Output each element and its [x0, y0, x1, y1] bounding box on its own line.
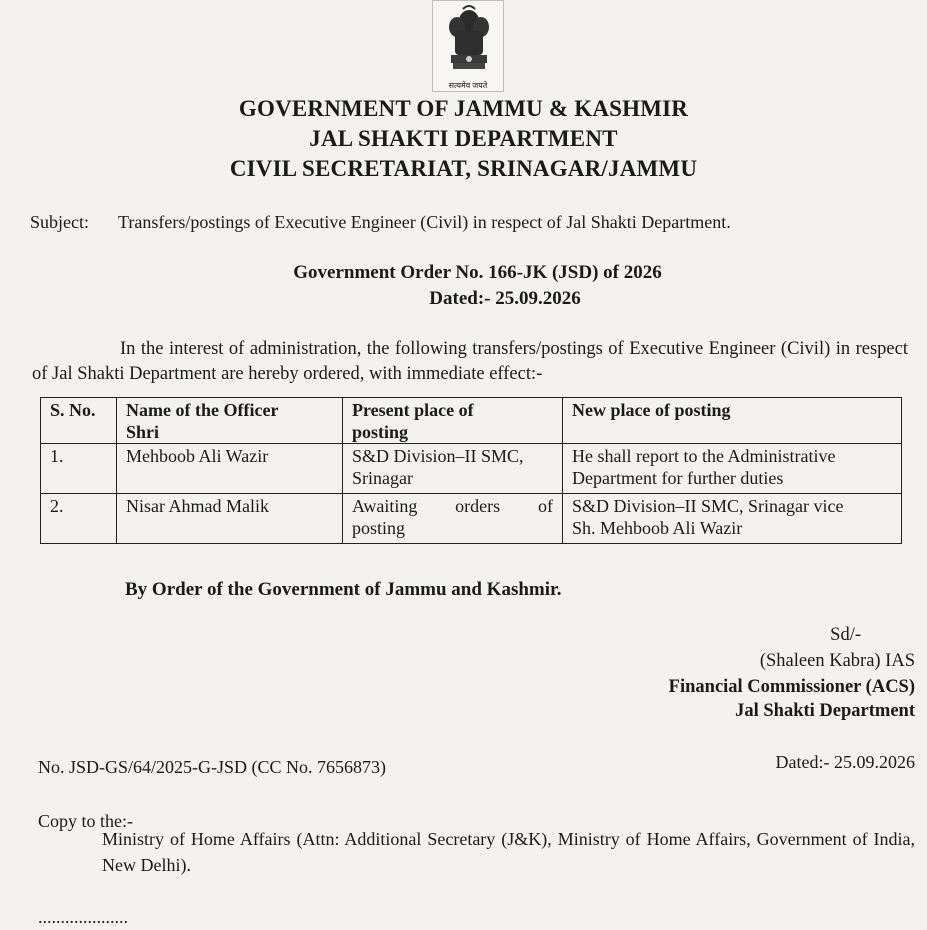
- subject-text: Transfers/postings of Executive Engineer (Civil) in respect of Jal Shakti Department.: [118, 212, 731, 232]
- state-emblem: [432, 0, 504, 92]
- row-1-sno: 1.: [41, 444, 117, 494]
- header-present-posting-l2: posting: [352, 422, 409, 442]
- row-1-present-posting: [343, 444, 563, 494]
- header-new-posting: New place of posting: [563, 398, 902, 444]
- header-officer-name: [117, 398, 343, 444]
- order-number: Government Order No. 166-JK (JSD) of 2026: [293, 262, 662, 283]
- signatory-name: (Shaleen Kabra) IAS: [759, 651, 915, 671]
- header-sno: S. No.: [41, 398, 117, 444]
- postings-table: [40, 397, 902, 544]
- header-department: JAL SHAKTI DEPARTMENT: [309, 126, 618, 151]
- signature-sd: Sd/-: [830, 625, 861, 645]
- cut-off-text: ....................: [38, 907, 128, 927]
- table-header-row: [41, 398, 902, 444]
- emblem-motto: सत्यमेव जयते: [448, 81, 488, 90]
- row-2-present-posting-l2: posting: [352, 518, 406, 538]
- order-date: Dated:- 25.09.2026: [429, 288, 581, 309]
- signatory-department: Jal Shakti Department: [735, 701, 915, 721]
- row-2-new-posting: [563, 494, 902, 544]
- copy-to-item: Ministry of Home Affairs (Attn: Additional Secretary (J&K), Ministry of Home Affairs, Government of India, New Delhi).: [102, 829, 915, 875]
- header-present-posting-l1: Present place of: [352, 400, 474, 420]
- by-order-line: By Order of the Government of Jammu and Kashmir.: [125, 579, 562, 600]
- row-1-new-posting-l1: He shall report to the Administrative: [572, 446, 836, 466]
- row-2-officer-name: Nisar Ahmad Malik: [117, 494, 343, 544]
- signatory-designation: Financial Commissioner (ACS): [668, 677, 915, 697]
- header-government: GOVERNMENT OF JAMMU & KASHMIR: [238, 96, 689, 121]
- row-1-officer-name: Mehboob Ali Wazir: [117, 444, 343, 494]
- copy-to-heading: Copy to the:-: [38, 811, 133, 831]
- intro-paragraph: In the interest of administration, the following transfers/postings of Executive Engineer (Civil) in respect of Jal Shakti Department are hereby ordered, with immediate effect:-: [32, 339, 908, 384]
- reference-date: Dated:- 25.09.2026: [775, 752, 915, 772]
- subject-line: [30, 210, 731, 234]
- row-1-present-posting-l2: Srinagar: [352, 468, 413, 488]
- row-2-present-posting: [343, 494, 563, 544]
- header-present-posting: [343, 398, 563, 444]
- reference-number: No. JSD-GS/64/2025-G-JSD (CC No. 7656873): [38, 757, 387, 777]
- table-row: [41, 494, 902, 544]
- subject-label: Subject:: [30, 212, 89, 232]
- table-row: [41, 444, 902, 494]
- row-1-new-posting-l2: Department for further duties: [572, 468, 784, 488]
- state-emblem-icon: [433, 1, 505, 81]
- row-2-sno: 2.: [41, 494, 117, 544]
- row-2-present-posting-l1: Awaiting orders of: [352, 496, 553, 516]
- row-1-new-posting: [563, 444, 902, 494]
- row-2-new-posting-l2: Sh. Mehboob Ali Wazir: [572, 518, 743, 538]
- header-officer-name-l1: Name of the Officer: [126, 400, 279, 420]
- header-officer-name-l2: Shri: [126, 422, 160, 442]
- header-secretariat: CIVIL SECRETARIAT, SRINAGAR/JAMMU: [229, 156, 698, 181]
- row-2-new-posting-l1: S&D Division–II SMC, Srinagar vice: [572, 496, 844, 516]
- row-1-present-posting-l1: S&D Division–II SMC,: [352, 446, 524, 466]
